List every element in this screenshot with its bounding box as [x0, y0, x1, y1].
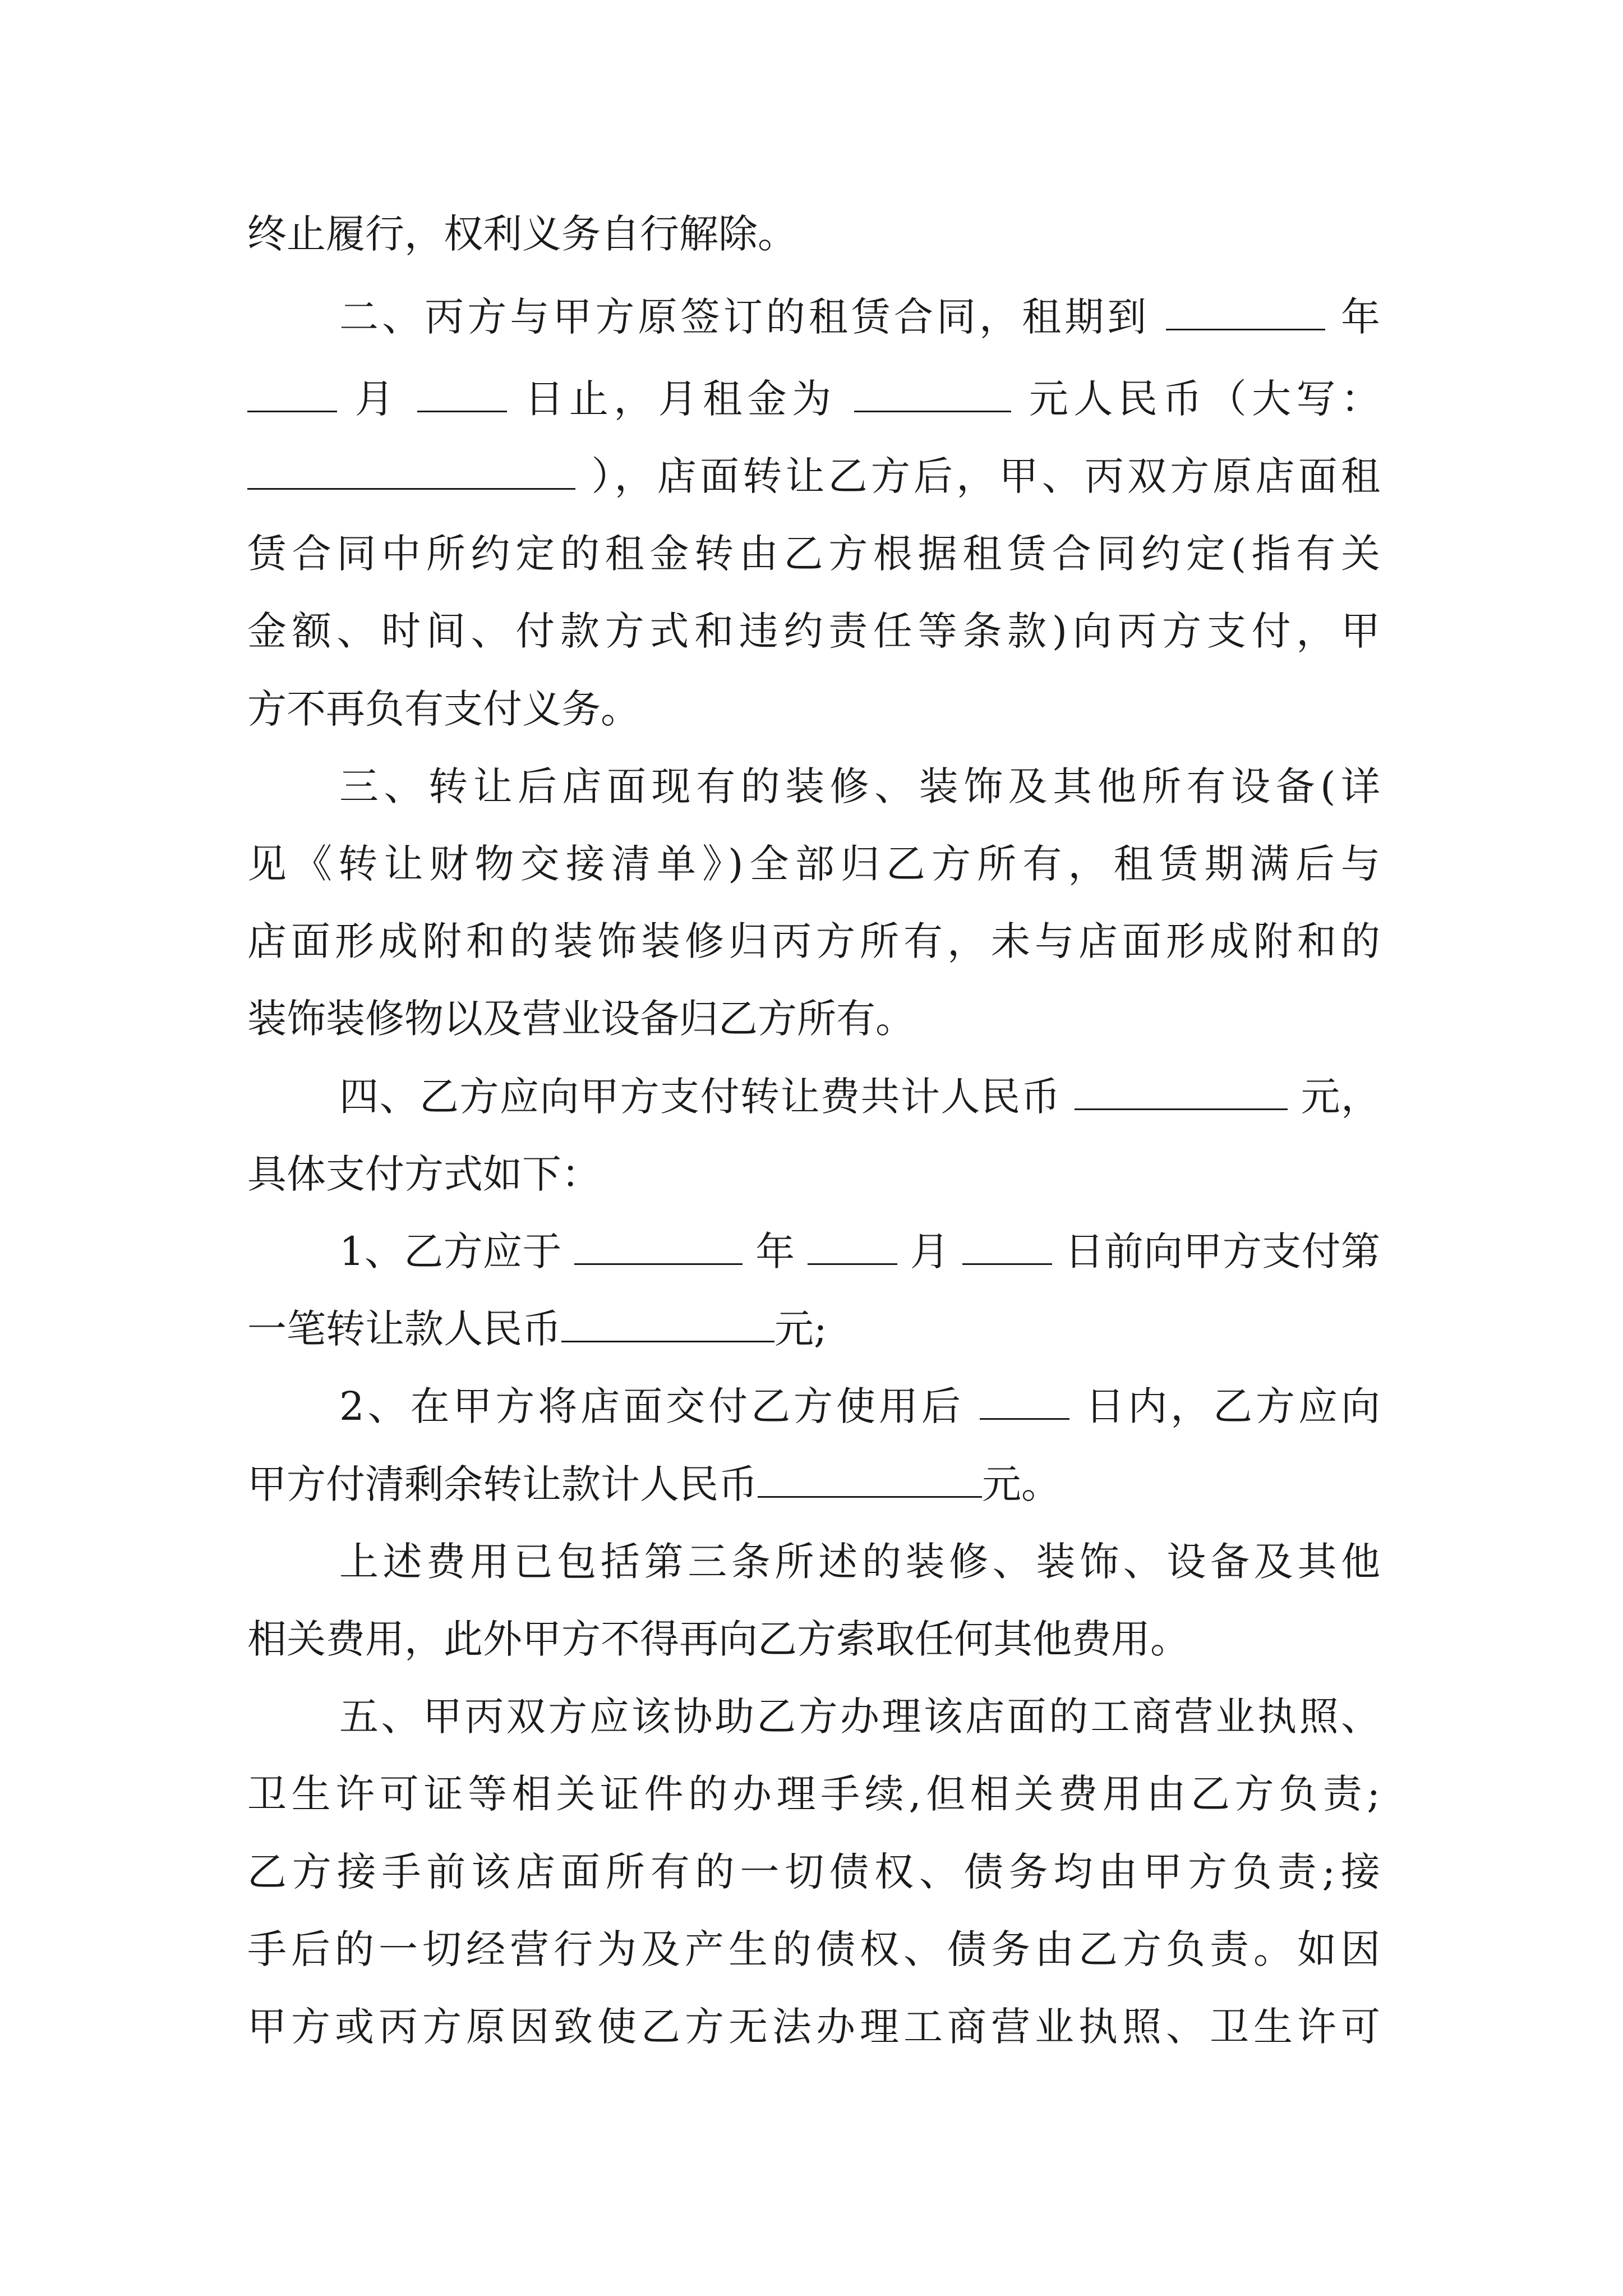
text-line — [339, 1066, 1380, 1128]
fill-in-blank[interactable] — [854, 376, 1011, 412]
text-segment: 四、乙方应向甲方支付转让费共计人民币 — [339, 1074, 1061, 1120]
text-line — [339, 1375, 1380, 1437]
text-segment: 金额、时间、付款方式和违约责任等条款)向丙方支付，甲 — [247, 608, 1380, 654]
text-segment: 手后的一切经营行为及产生的债权、债务由乙方负责。如因 — [247, 1926, 1380, 1972]
fill-in-blank[interactable] — [1166, 294, 1325, 330]
fill-in-blank[interactable] — [962, 1228, 1052, 1265]
text-line — [247, 1608, 1380, 1670]
text-segment: 月 — [910, 1228, 950, 1274]
text-segment: 年 — [1340, 294, 1380, 340]
text-segment: 元; — [774, 1306, 827, 1352]
text-line — [247, 1918, 1380, 1980]
text-line — [339, 1531, 1380, 1593]
text-line — [247, 523, 1380, 585]
text-line — [339, 1686, 1380, 1747]
text-segment: 相关费用，此外甲方不得再向乙方索取任何其他费用。 — [247, 1616, 1189, 1662]
text-line — [247, 1763, 1380, 1825]
text-line — [247, 988, 1380, 1050]
text-line — [247, 1143, 1380, 1205]
text-line — [247, 600, 1380, 662]
text-line — [247, 1453, 1380, 1515]
text-segment: 上述费用已包括第三条所述的装修、装饰、设备及其他 — [339, 1539, 1380, 1585]
text-line — [247, 1298, 1380, 1360]
text-line — [247, 445, 1380, 507]
text-segment: 三、转让后店面现有的装修、装饰及其他所有设备(详 — [339, 763, 1380, 809]
text-segment: 一笔转让款人民币 — [247, 1306, 561, 1352]
text-line — [247, 1841, 1380, 1903]
text-segment: 月 — [354, 376, 400, 422]
fill-in-blank[interactable] — [561, 1306, 774, 1342]
text-line — [247, 678, 1380, 740]
fill-in-blank[interactable] — [247, 453, 575, 490]
fill-in-blank[interactable] — [758, 1461, 982, 1498]
text-segment: 日止，月租金为 — [524, 376, 837, 422]
text-segment: 日前向甲方支付第 — [1064, 1228, 1381, 1274]
text-segment: 甲方或丙方原因致使乙方无法办理工商营业执照、卫生许可 — [247, 2004, 1380, 2050]
text-segment: 装饰装修物以及营业设备归乙方所有。 — [247, 996, 915, 1042]
text-line — [247, 833, 1380, 895]
text-line — [339, 756, 1380, 817]
text-line — [339, 1221, 1380, 1282]
text-segment: 元。 — [982, 1461, 1061, 1507]
text-segment: 赁合同中所约定的租金转由乙方根据租赁合同约定(指有关 — [247, 531, 1380, 577]
fill-in-blank[interactable] — [980, 1383, 1069, 1420]
fill-in-blank[interactable] — [417, 376, 507, 412]
text-segment: 乙方接手前该店面所有的一切债权、债务均由甲方负责;接 — [247, 1849, 1380, 1895]
fill-in-blank[interactable] — [574, 1228, 743, 1265]
text-segment: 二、丙方与甲方原签订的租赁合同，租期到 — [339, 294, 1150, 340]
fill-in-blank[interactable] — [247, 376, 337, 412]
text-segment: 甲方付清剩余转让款计人民币 — [247, 1461, 758, 1507]
text-segment: 方不再负有支付义务。 — [247, 686, 640, 732]
text-line — [247, 910, 1380, 972]
fill-in-blank[interactable] — [1075, 1074, 1288, 1110]
text-line — [247, 368, 1380, 430]
text-segment: 2、在甲方将店面交付乙方使用后 — [339, 1383, 964, 1429]
text-segment: 五、甲丙双方应该协助乙方办理该店面的工商营业执照、 — [339, 1694, 1380, 1740]
text-segment: 1、乙方应于 — [339, 1228, 562, 1274]
text-segment: 日内，乙方应向 — [1085, 1383, 1380, 1429]
text-line — [247, 203, 1380, 265]
text-segment: ），店面转让乙方后，甲、丙双方原店面租 — [591, 453, 1380, 499]
text-segment: 见《转让财物交接清单》)全部归乙方所有，租赁期满后与 — [247, 841, 1380, 887]
text-segment: 终止履行，权利义务自行解除。 — [247, 211, 797, 257]
text-segment: 具体支付方式如下： — [247, 1151, 601, 1197]
text-line — [247, 1996, 1380, 2058]
fill-in-blank[interactable] — [808, 1228, 897, 1265]
text-segment: 元人民币（大写： — [1029, 376, 1380, 422]
text-line — [339, 286, 1380, 348]
text-segment: 卫生许可证等相关证件的办理手续,但相关费用由乙方负责; — [247, 1771, 1380, 1817]
text-segment: 年 — [755, 1228, 795, 1274]
text-segment: 店面形成附和的装饰装修归丙方所有，未与店面形成附和的 — [247, 918, 1380, 964]
text-segment: 元， — [1301, 1074, 1380, 1120]
